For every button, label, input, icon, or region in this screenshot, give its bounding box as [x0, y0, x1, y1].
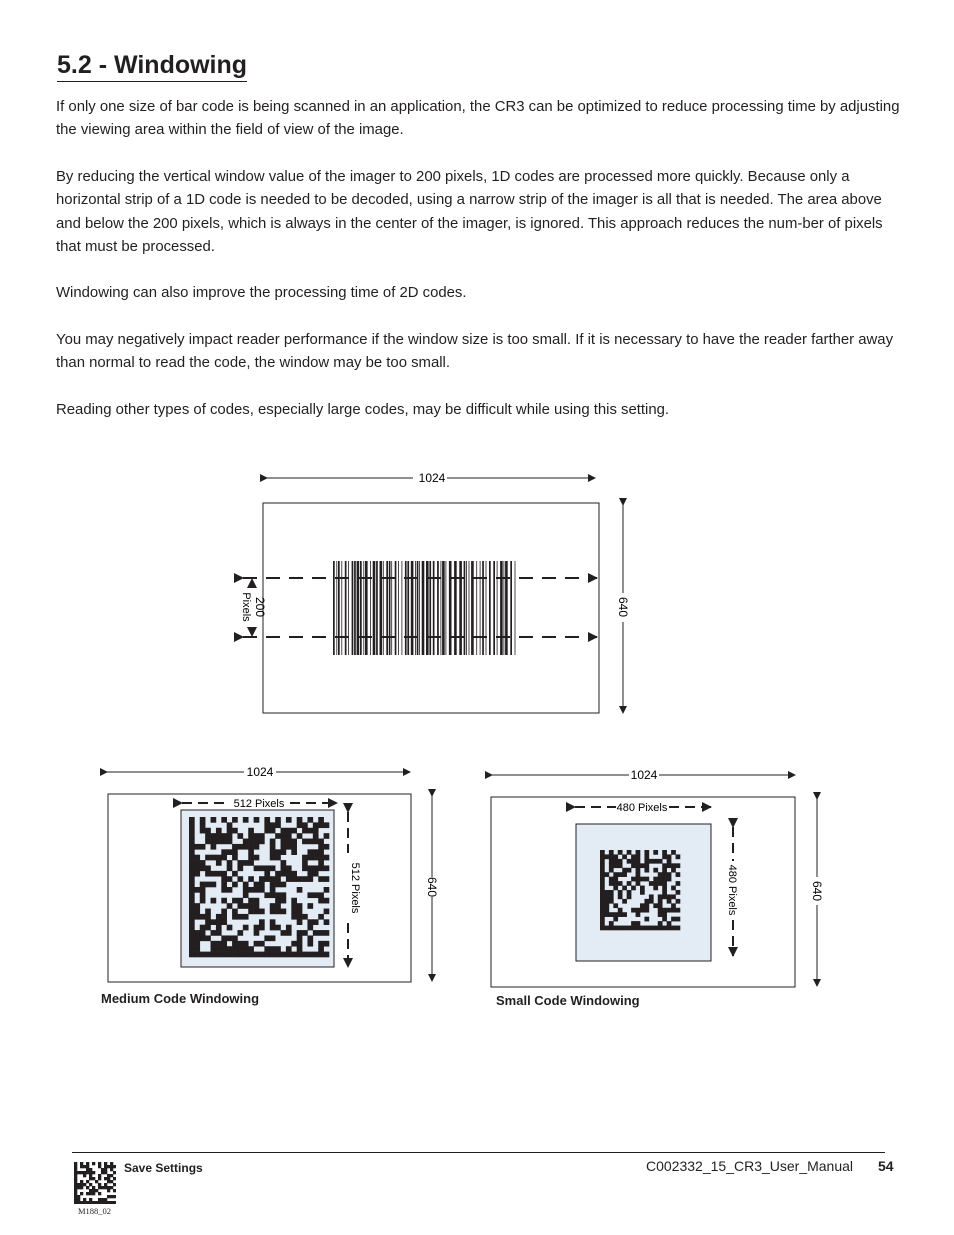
window-width-label: 512 Pixels [233, 798, 285, 810]
footer-section-link[interactable]: Save Settings [124, 1161, 203, 1175]
small-code-figure [485, 763, 835, 993]
footer-document-name: C002332_15_CR3_User_Manual [646, 1158, 854, 1174]
width-label: 1024 [630, 768, 658, 782]
window-down-arrow-icon [247, 627, 257, 637]
width-label: 1024 [418, 471, 446, 485]
window-up-arrow-icon [247, 578, 257, 588]
height-label: 640 [810, 880, 824, 902]
window-height-label: 512 Pixels [349, 862, 361, 914]
footer-code-label: M188_02 [78, 1206, 112, 1216]
medium-code-figure [100, 760, 450, 990]
paragraph-large-codes: Reading other types of codes, especially large codes, may be difficult while using this setting. [56, 402, 670, 418]
footer-data-matrix-code [74, 1162, 116, 1204]
paragraph-intro: If only one size of bar code is being scanned in an application, the CR3 can be optimized to reduce processing time by adjusting the viewing area within the field of view of the image. [56, 99, 900, 139]
footer-rule [72, 1152, 885, 1153]
height-label: 640 [616, 596, 630, 618]
height-label: 640 [425, 876, 439, 898]
width-label: 1024 [246, 765, 274, 779]
window-height-label: 480 Pixels [726, 864, 738, 916]
paragraph-window-too-small: You may negatively impact reader performance if the window size is too small. If it is necessary to have the reader farther away than normal to read the code, the window may be too small. [56, 332, 894, 372]
window-width-label: 480 Pixels [616, 802, 668, 814]
small-code-caption: Small Code Windowing [496, 993, 640, 1008]
paragraph-vertical-window: By reducing the vertical window value of the imager to 200 pixels, 1D codes are processed more quickly. Because only a horizontal strip of a 1D code is needed to be decoded, using a narrow strip of the imager is all that is needed. The area above and below the 200 pixels, which is always in the center of the imager, is ignored. This approach reduces the num-ber of pixels that must be processed. [56, 169, 883, 255]
barcode [333, 561, 515, 655]
window-height-label: 200 [253, 596, 267, 618]
section-title: 5.2 - Windowing [57, 50, 247, 82]
footer-page-number: 54 [878, 1158, 894, 1174]
medium-code-caption: Medium Code Windowing [101, 991, 260, 1006]
barcode-window-figure [225, 465, 645, 725]
paragraph-2d-codes: Windowing can also improve the processing time of 2D codes. [56, 285, 467, 301]
window-height-unit: Pixels [240, 592, 252, 622]
